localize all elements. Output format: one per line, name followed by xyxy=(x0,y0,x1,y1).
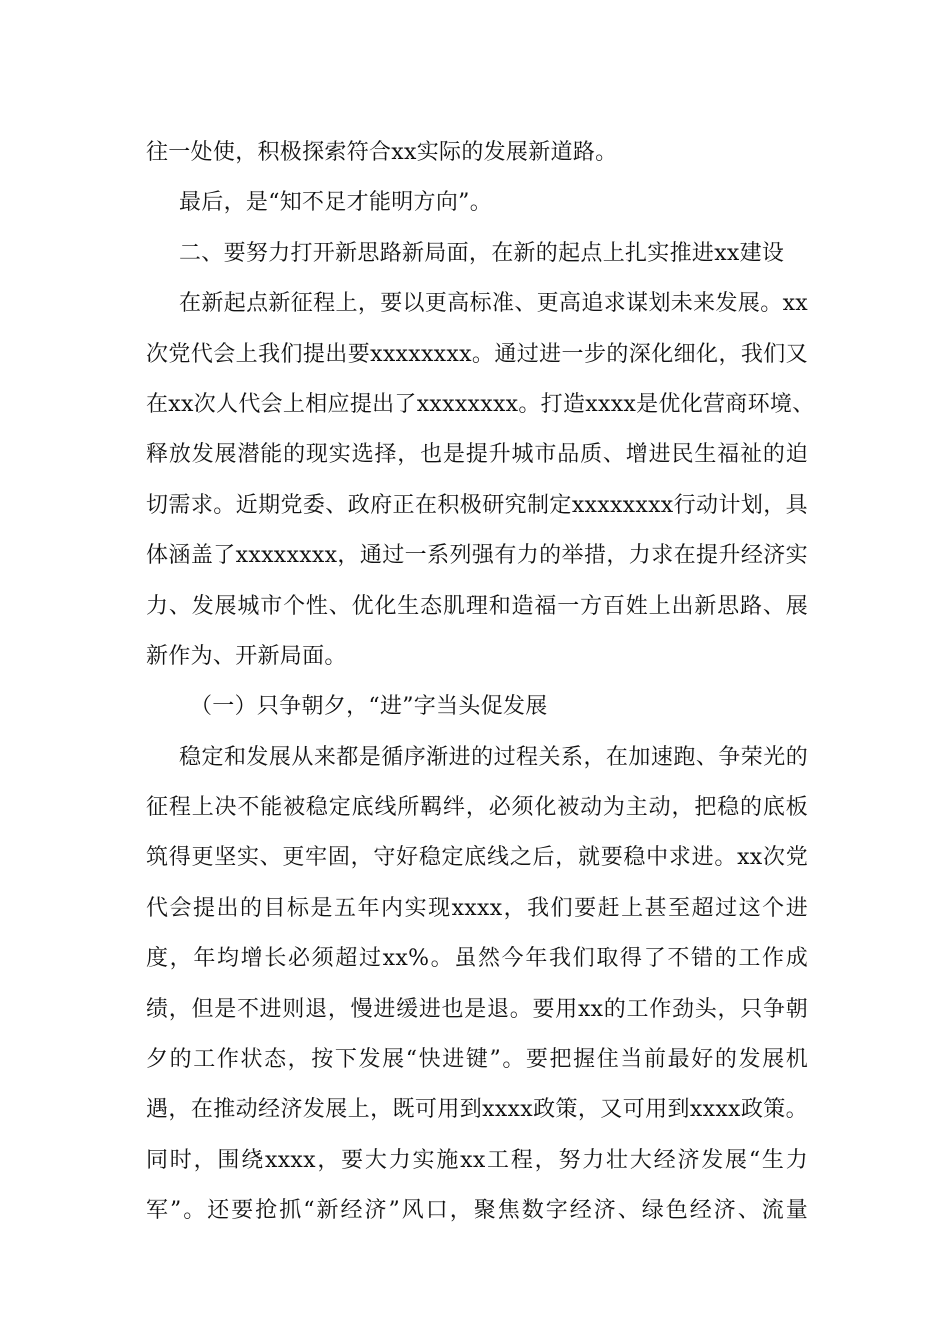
subsection-heading: （一）只争朝夕，“进”字当头促发展 xyxy=(190,694,548,720)
paragraph-line: 遇，在推动经济发展上，既可用到xxxx政策，又可用到xxxx政策。 xyxy=(146,1097,808,1123)
paragraph-line: 释放发展潜能的现实选择，也是提升城市品质、增进民生福祉的迫 xyxy=(146,442,808,468)
paragraph-line: 最后，是“知不足才能明方向”。 xyxy=(179,190,492,216)
paragraph-line: 新作为、开新局面。 xyxy=(146,643,347,669)
paragraph-line: 筑得更坚实、更牢固，守好稳定底线之后，就要稳中求进。xx次党 xyxy=(146,845,808,871)
section-heading: 二、要努力打开新思路新局面，在新的起点上扎实推进xx建设 xyxy=(179,240,785,266)
paragraph-line: 度，年均增长必须超过xx%。虽然今年我们取得了不错的工作成 xyxy=(146,946,808,972)
paragraph-line: 次党代会上我们提出要xxxxxxxx。通过进一步的深化细化，我们又 xyxy=(146,341,808,367)
paragraph-line: 切需求。近期党委、政府正在积极研究制定xxxxxxxx行动计划，具 xyxy=(146,492,808,518)
paragraph-line: 军”。还要抢抓“新经济”风口，聚焦数字经济、绿色经济、流量 xyxy=(146,1198,808,1224)
paragraph-line: 绩，但是不进则退，慢进缓进也是退。要用xx的工作劲头，只争朝 xyxy=(146,996,808,1022)
paragraph-line: 代会提出的目标是五年内实现xxxx，我们要赶上甚至超过这个进 xyxy=(146,895,808,921)
document-body xyxy=(146,128,815,1237)
paragraph-line: 往一处使，积极探索符合xx实际的发展新道路。 xyxy=(146,140,618,165)
paragraph-line: 体涵盖了xxxxxxxx，通过一系列强有力的举措，力求在提升经济实 xyxy=(146,543,808,569)
paragraph-line: 在新起点新征程上，要以更高标准、更高追求谋划未来发展。xx xyxy=(179,291,808,317)
paragraph-line: 同时，围绕xxxx，要大力实施xx工程，努力壮大经济发展“生力 xyxy=(146,1147,808,1173)
paragraph-line: 在xx次人代会上相应提出了xxxxxxxx。打造xxxx是优化营商环境、 xyxy=(146,391,815,417)
paragraph-line: 征程上决不能被稳定底线所羁绊，必须化被动为主动，把稳的底板 xyxy=(146,795,808,821)
paragraph-line: 力、发展城市个性、优化生态肌理和造福一方百姓上出新思路、展 xyxy=(146,593,808,619)
paragraph-line: 夕的工作状态，按下发展“快进键”。要把握住当前最好的发展机 xyxy=(146,1047,808,1073)
paragraph-line: 稳定和发展从来都是循序渐进的过程关系，在加速跑、争荣光的 xyxy=(179,744,808,770)
